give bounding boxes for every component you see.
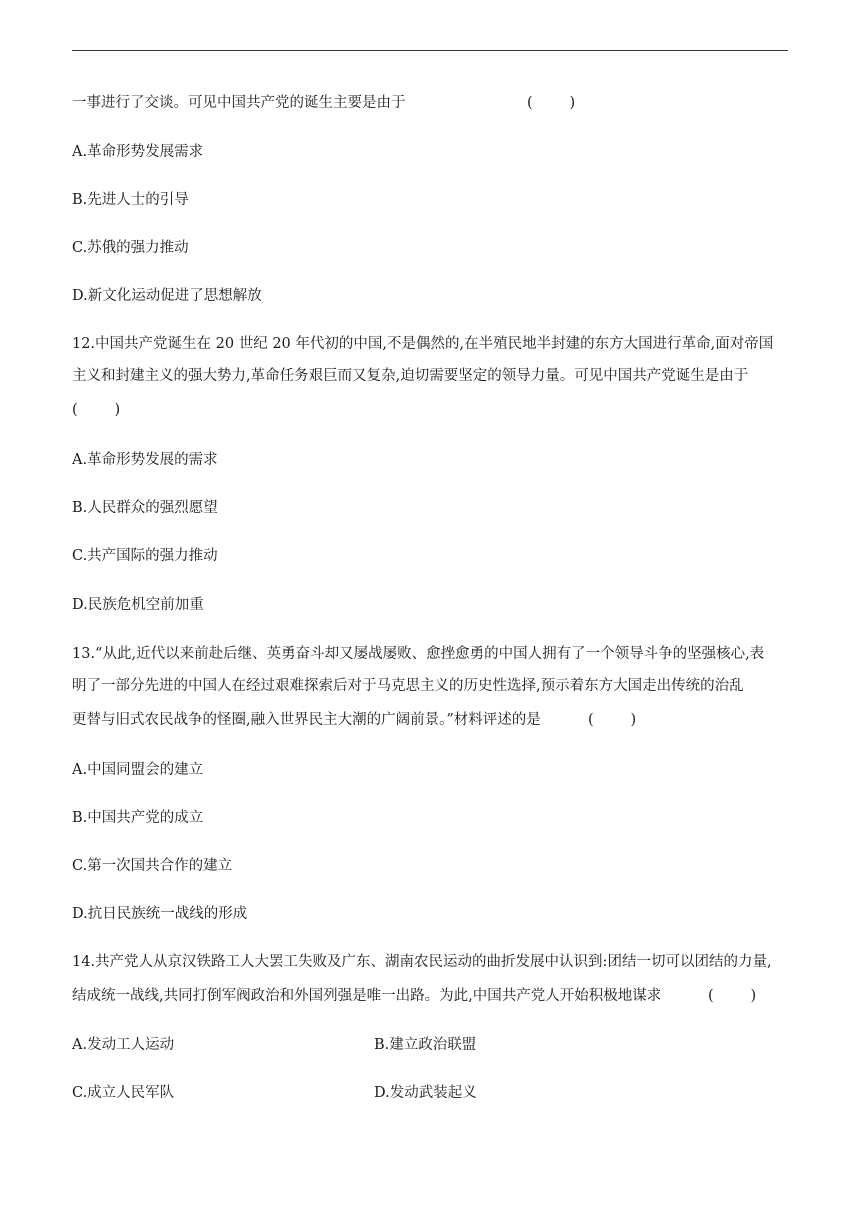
answer-paren: ( )	[708, 988, 757, 1004]
option-c: C.成立人民军队	[72, 1085, 175, 1101]
q12-stem-line-1: 12.中国共产党诞生在 20 世纪 20 年代初的中国,不是偶然的,在半殖民地半封建的东方大国进行革命,面对帝国	[72, 336, 774, 352]
q13-stem-line-3: 更替与旧式农民战争的怪圈,融入世界民主大潮的广阔前景。”材料评述的是	[72, 712, 541, 728]
option-d: D.抗日民族统一战线的形成	[72, 906, 248, 922]
option-d: D.发动武装起义	[374, 1085, 477, 1101]
q12-stem-line-2: 主义和封建主义的强大势力,革命任务艰巨而又复杂,迫切需要坚定的领导力量。可见中国共产党诞生是由于	[72, 368, 749, 384]
answer-paren: ( )	[588, 712, 637, 728]
answer-paren: ( )	[527, 95, 576, 111]
option-a: A.革命形势发展的需求	[72, 452, 218, 468]
option-a: A.发动工人运动	[72, 1037, 175, 1053]
q13-stem-line-2: 明了一部分先进的中国人在经过艰难探索后对于马克思主义的历史性选择,预示着东方大国走出传统的治乱	[72, 678, 744, 694]
option-c: C.第一次国共合作的建立	[72, 858, 233, 874]
option-d: D.民族危机空前加重	[72, 597, 204, 613]
option-b: B.建立政治联盟	[374, 1037, 477, 1053]
option-a: A.革命形势发展需求	[72, 144, 204, 160]
prev-question-stem: 一事进行了交谈。可见中国共产党的诞生主要是由于	[72, 95, 406, 111]
q14-stem-line-2: 结成统一战线,共同打倒军阀政治和外国列强是唯一出路。为此,中国共产党人开始积极地谋求	[72, 988, 662, 1004]
answer-paren: ( )	[72, 402, 121, 418]
option-b: B.人民群众的强烈愿望	[72, 500, 218, 516]
option-c: C.共产国际的强力推动	[72, 548, 218, 564]
q13-stem-line-1: 13.“从此,近代以来前赴后继、英勇奋斗却又屡战屡败、愈挫愈勇的中国人拥有了一个领导斗争的坚强核心,表	[72, 646, 765, 662]
q14-stem-line-1: 14.共产党人从京汉铁路工人大罢工失败及广东、湖南农民运动的曲折发展中认识到:团结一切可以团结的力量,	[72, 954, 772, 970]
option-b: B.先进人士的引导	[72, 192, 189, 208]
option-a: A.中国同盟会的建立	[72, 762, 204, 778]
header-rule	[72, 50, 788, 51]
option-c: C.苏俄的强力推动	[72, 240, 189, 256]
option-d: D.新文化运动促进了思想解放	[72, 288, 262, 304]
option-b: B.中国共产党的成立	[72, 810, 204, 826]
